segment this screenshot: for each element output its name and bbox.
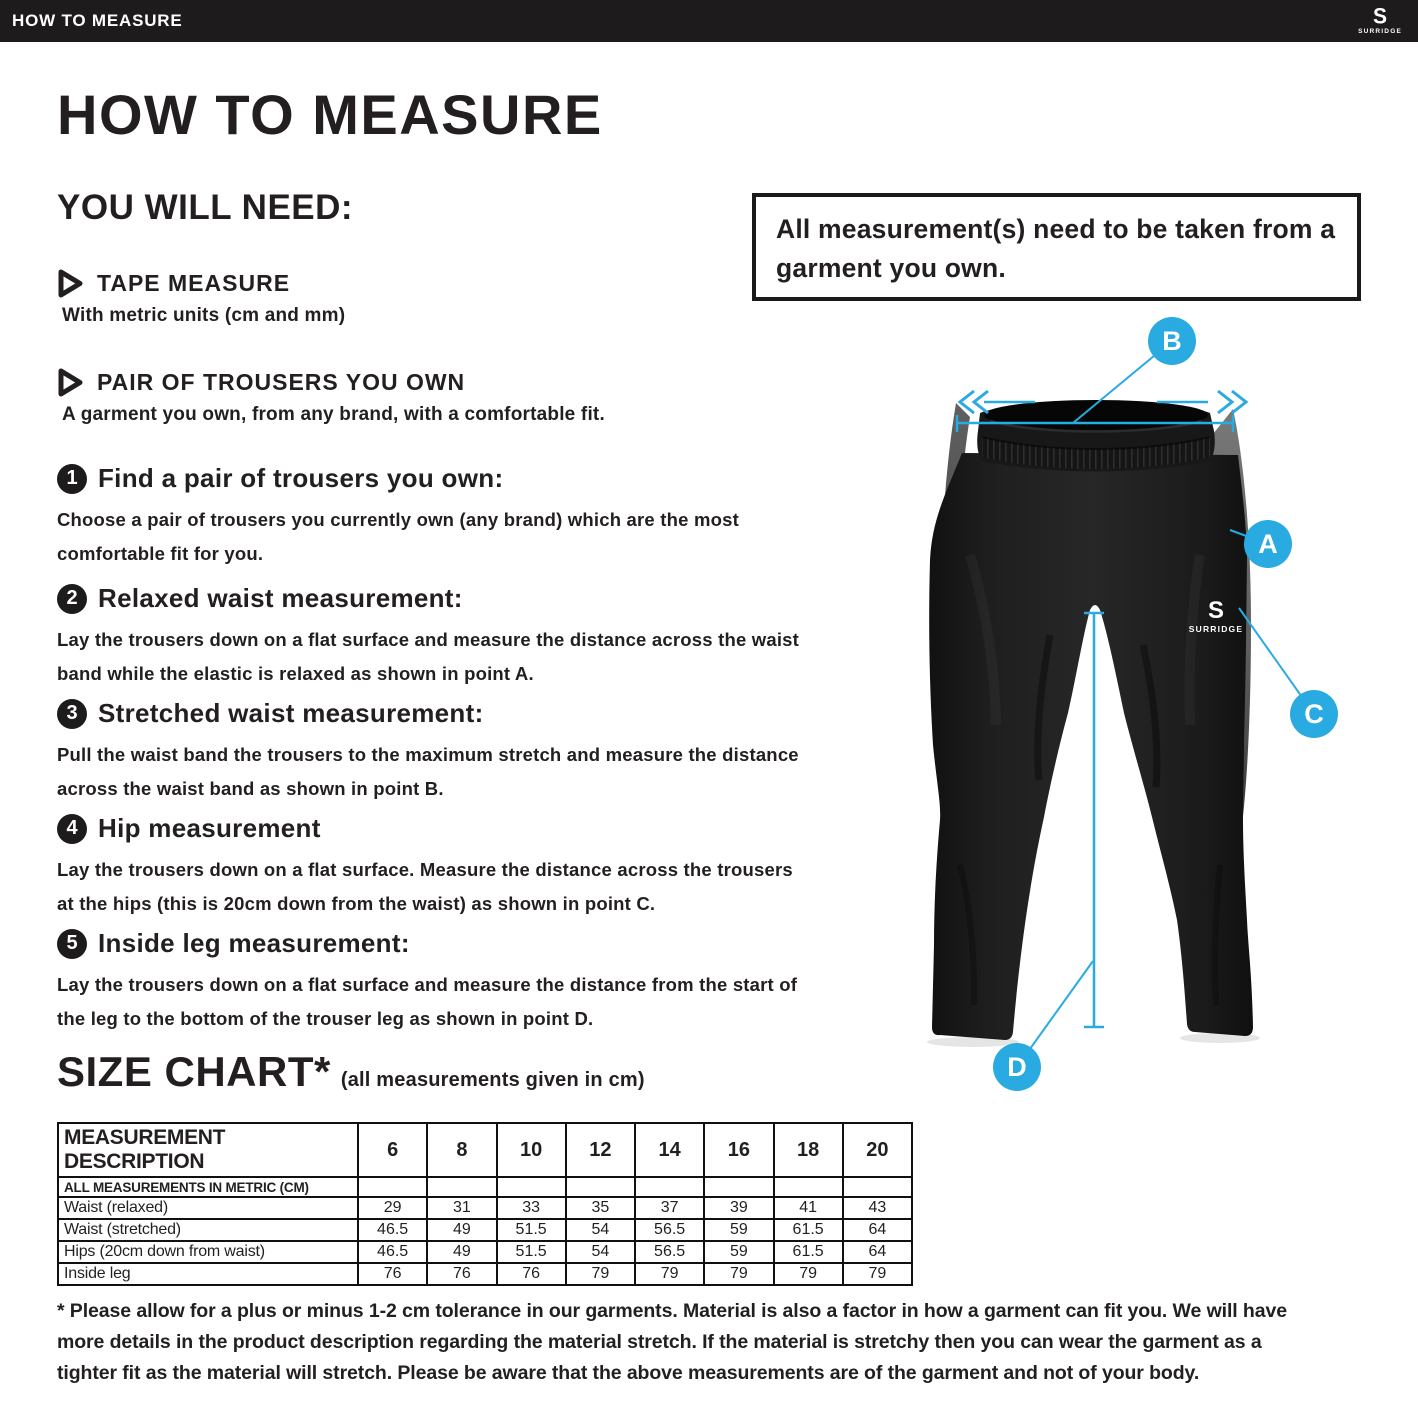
empty-cell: [358, 1177, 427, 1197]
value-cell: 59: [704, 1219, 773, 1241]
empty-cell: [774, 1177, 843, 1197]
step-header: [57, 698, 807, 729]
point-d-marker: [993, 1043, 1041, 1091]
column-header-size: 8: [427, 1123, 496, 1177]
table-row: [58, 1197, 912, 1219]
steps-list: [57, 455, 837, 1035]
measure-step: [57, 813, 807, 921]
size-chart-table: [57, 1122, 913, 1286]
step-description: Choose a pair of trousers you currently own (any brand) which are the most comfortable fit for you.: [57, 509, 739, 564]
value-cell: 43: [843, 1197, 912, 1219]
column-header-size: 10: [497, 1123, 566, 1177]
value-cell: 56.5: [635, 1219, 704, 1241]
row-label: Inside leg: [58, 1263, 358, 1285]
column-header-size: 20: [843, 1123, 912, 1177]
measurement-note-box: All measurement(s) need to be taken from a garment you own.: [752, 193, 1361, 301]
value-cell: 31: [427, 1197, 496, 1219]
value-cell: 39: [704, 1197, 773, 1219]
column-header-size: 18: [774, 1123, 843, 1177]
empty-cell: [704, 1177, 773, 1197]
column-header-size: 12: [566, 1123, 635, 1177]
point-c-marker: [1290, 690, 1338, 738]
value-cell: 61.5: [774, 1241, 843, 1263]
you-will-need-list: [57, 268, 697, 466]
row-label: Waist (stretched): [58, 1219, 358, 1241]
column-header-size: 16: [704, 1123, 773, 1177]
value-cell: 76: [358, 1263, 427, 1285]
value-cell: 76: [497, 1263, 566, 1285]
value-cell: 79: [704, 1263, 773, 1285]
footnote-line: more details in the product description regarding the material stretch. If the material is stretchy then you can wear the garment as a: [57, 1331, 1262, 1353]
metric-note-row: [58, 1177, 912, 1197]
row-label: Waist (relaxed): [58, 1197, 358, 1219]
empty-cell: [635, 1177, 704, 1197]
page-title: HOW TO MEASURE: [57, 83, 603, 146]
value-cell: 33: [497, 1197, 566, 1219]
value-cell: 35: [566, 1197, 635, 1219]
need-item-description: A garment you own, from any brand, with a comfortable fit.: [62, 404, 605, 425]
step-header: [57, 583, 807, 614]
point-a-label: A: [1258, 529, 1278, 559]
triangle-bullet-icon: [57, 367, 84, 398]
need-item: [57, 268, 697, 327]
measure-step: [57, 583, 807, 691]
value-cell: 49: [427, 1219, 496, 1241]
column-header-size: 6: [358, 1123, 427, 1177]
table-row: [58, 1219, 912, 1241]
value-cell: 29: [358, 1197, 427, 1219]
column-header-size: 14: [635, 1123, 704, 1177]
value-cell: 54: [566, 1241, 635, 1263]
step-header: [57, 928, 807, 959]
need-item-title: TAPE MEASURE: [97, 270, 291, 296]
you-will-need-heading: YOU WILL NEED:: [57, 188, 354, 227]
step-number-badge: 4: [57, 814, 87, 844]
empty-cell: [497, 1177, 566, 1197]
surridge-wordmark: SURRIDGE: [1358, 28, 1402, 36]
step-description: Pull the waist band the trousers to the maximum stretch and measure the distance across the waist band as shown in point B.: [57, 744, 799, 799]
metric-note-cell: ALL MEASUREMENTS IN METRIC (CM): [58, 1177, 358, 1197]
top-bar-title: HOW TO MEASURE: [12, 11, 183, 30]
measure-step: [57, 463, 807, 571]
empty-cell: [843, 1177, 912, 1197]
triangle-bullet-icon: [57, 268, 84, 299]
step-description: Lay the trousers down on a flat surface. Measure the distance across the trousers at the hips (this is 20cm down from the waist) as shown in point C.: [57, 859, 793, 914]
step-header: [57, 813, 807, 844]
value-cell: 51.5: [497, 1241, 566, 1263]
column-header-description: MEASUREMENT DESCRIPTION: [58, 1123, 358, 1177]
surridge-logo: [1358, 6, 1406, 36]
empty-cell: [566, 1177, 635, 1197]
value-cell: 51.5: [497, 1219, 566, 1241]
step-description: Lay the trousers down on a flat surface and measure the distance across the waist band while the elastic is relaxed as shown in point A.: [57, 629, 800, 684]
value-cell: 79: [635, 1263, 704, 1285]
size-table-header-row: [58, 1123, 912, 1177]
step-title: Hip measurement: [98, 813, 321, 843]
garment-logo-wordmark: SURRIDGE: [1188, 624, 1244, 634]
size-chart-title: SIZE CHART*: [57, 1048, 331, 1095]
size-chart-subtitle: (all measurements given in cm): [340, 1069, 645, 1091]
step-title: Relaxed waist measurement:: [98, 583, 463, 613]
table-row: [58, 1263, 912, 1285]
point-c-label: C: [1304, 699, 1324, 729]
measure-step: [57, 928, 807, 1036]
value-cell: 41: [774, 1197, 843, 1219]
step-number-badge: 1: [57, 464, 87, 494]
footnote-line: * Please allow for a plus or minus 1-2 cm tolerance in our garments. Material is also a factor in how a garment can fit you. We will have: [57, 1300, 1287, 1322]
value-cell: 49: [427, 1241, 496, 1263]
trousers-diagram: [900, 305, 1400, 1105]
need-item-header: [57, 367, 697, 398]
value-cell: 59: [704, 1241, 773, 1263]
value-cell: 56.5: [635, 1241, 704, 1263]
row-label: Hips (20cm down from waist): [58, 1241, 358, 1263]
surridge-s-icon: S: [1373, 4, 1388, 29]
measurement-diagram-svg: [900, 305, 1400, 1105]
need-item-description: With metric units (cm and mm): [62, 305, 346, 326]
top-bar: [0, 0, 1418, 42]
empty-cell: [427, 1177, 496, 1197]
point-b-label: B: [1162, 326, 1182, 356]
step-title: Inside leg measurement:: [98, 928, 410, 958]
value-cell: 79: [774, 1263, 843, 1285]
value-cell: 54: [566, 1219, 635, 1241]
size-chart-heading: [57, 1048, 645, 1096]
step-title: Find a pair of trousers you own:: [98, 463, 504, 493]
step-header: [57, 463, 807, 494]
value-cell: 79: [843, 1263, 912, 1285]
table-row: [58, 1241, 912, 1263]
value-cell: 61.5: [774, 1219, 843, 1241]
point-d-label: D: [1007, 1052, 1027, 1082]
point-b-marker: [1148, 317, 1196, 365]
value-cell: 79: [566, 1263, 635, 1285]
step-number-badge: 3: [57, 699, 87, 729]
value-cell: 37: [635, 1197, 704, 1219]
step-number-badge: 2: [57, 584, 87, 614]
value-cell: 76: [427, 1263, 496, 1285]
value-cell: 46.5: [358, 1241, 427, 1263]
footnote-line: tighter fit as the material will stretch. Please be aware that the above measurements are of the garment and not of your body.: [57, 1362, 1200, 1384]
step-number-badge: 5: [57, 929, 87, 959]
tolerance-footnote: [57, 1296, 1357, 1389]
measure-step: [57, 698, 807, 806]
value-cell: 64: [843, 1219, 912, 1241]
value-cell: 46.5: [358, 1219, 427, 1241]
need-item: [57, 367, 697, 426]
step-description: Lay the trousers down on a flat surface and measure the distance from the start of the leg to the bottom of the trouser leg as shown in point D.: [57, 974, 798, 1029]
value-cell: 64: [843, 1241, 912, 1263]
garment-logo-s: S: [1207, 597, 1225, 624]
need-item-header: [57, 268, 697, 299]
need-item-title: PAIR OF TROUSERS YOU OWN: [97, 369, 466, 395]
point-a-marker: [1244, 520, 1292, 568]
step-title: Stretched waist measurement:: [98, 698, 484, 728]
